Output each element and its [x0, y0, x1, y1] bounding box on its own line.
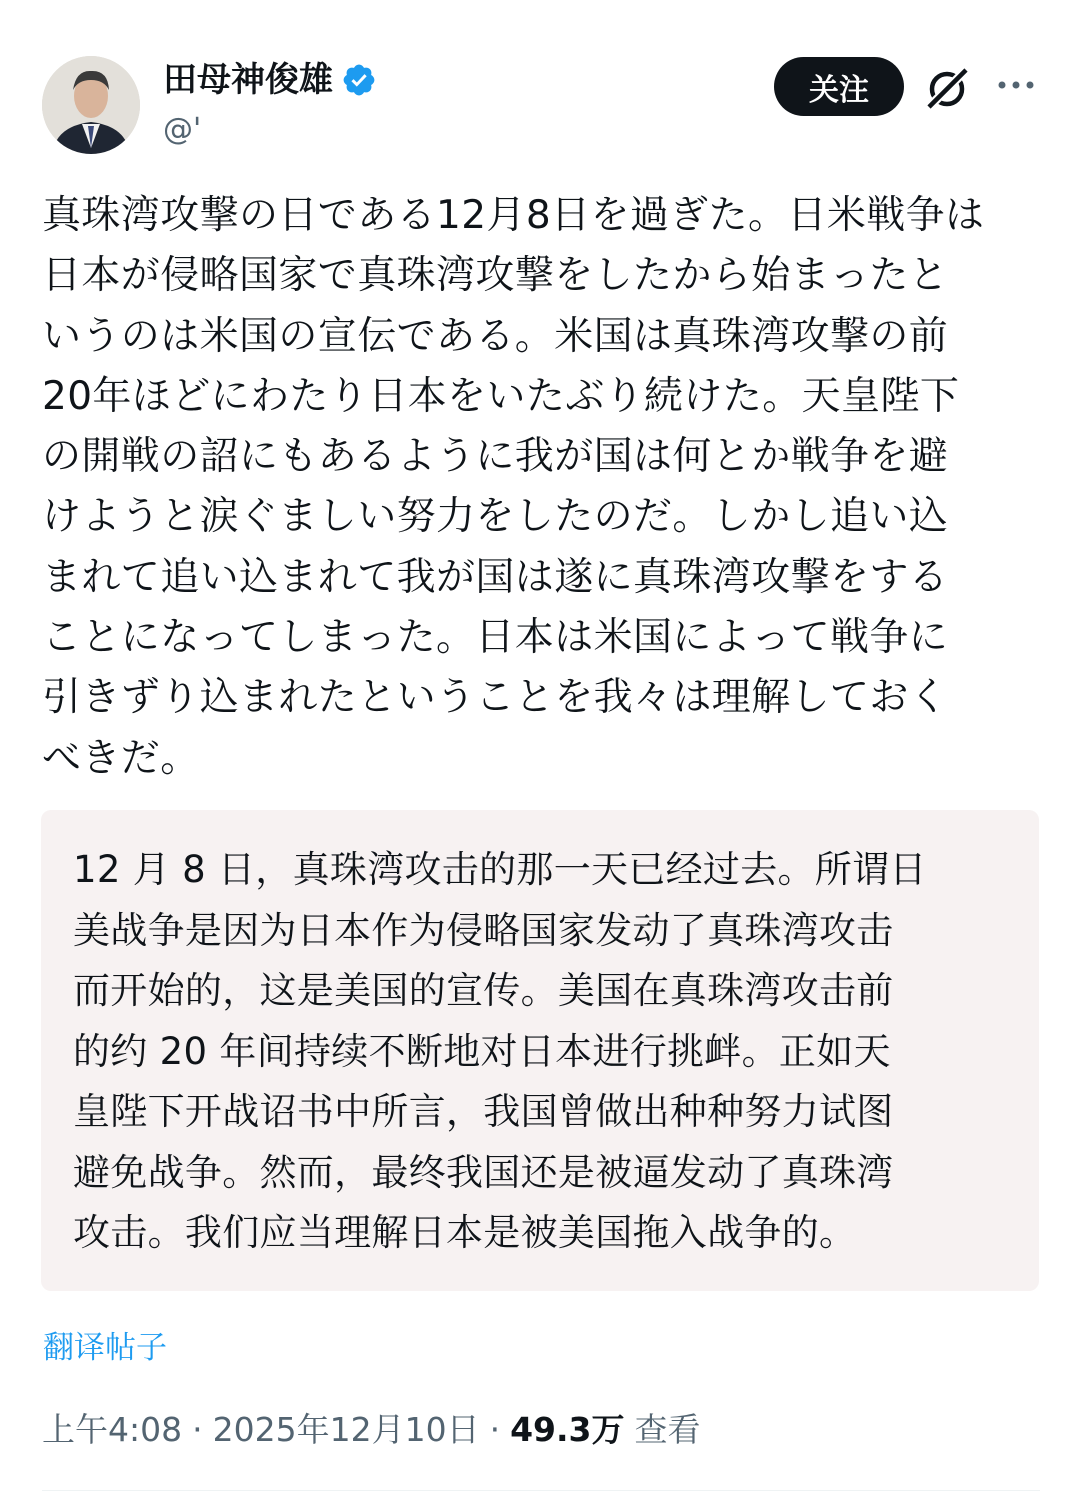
more-dots-icon[interactable] [994, 70, 1038, 100]
meta-separator: · [192, 1410, 203, 1449]
verified-badge-icon [341, 62, 377, 98]
meta-separator: · [489, 1410, 501, 1449]
author-display-name[interactable]: 田母神俊雄 [163, 60, 333, 100]
post-meta [42, 1404, 701, 1451]
translation-text: 12 月 8 日，真珠湾攻击的那一天已经过去。所谓日 美战争是因为日本作为侵略国家发动了真珠湾攻击 而开始的，这是美国的宣传。美国在真珠湾攻击前 的约 20 年间持续不断地对日本进行挑衅。正如天 皇陛下开战诏书中所言，我国曾做出种种努力试图 避免战争。然而，最终我国还是被逼发动了真珠湾 攻击。我们应当理解日本是被美国拖入战争的。 [73, 848, 927, 1254]
author-handle[interactable]: @' [163, 112, 202, 147]
post-header [0, 0, 1080, 170]
views-count: 49.3万 [510, 1410, 625, 1449]
post-date[interactable]: 2025年12月10日 [212, 1410, 480, 1449]
translation-box [41, 810, 1039, 1291]
divider [42, 1490, 1040, 1491]
grok-slash-icon[interactable] [923, 64, 971, 112]
views-label: 查看 [634, 1410, 701, 1449]
avatar-image [42, 56, 140, 154]
avatar[interactable] [42, 56, 140, 154]
follow-button[interactable]: 关注 [774, 57, 904, 116]
translate-post-link[interactable]: 翻译帖子 [43, 1330, 167, 1366]
post-time[interactable]: 上午4:08 [42, 1410, 183, 1449]
post-body-text: 真珠湾攻撃の日である12月8日を過ぎた。日米戦争は 日本が侵略国家で真珠湾攻撃をしたから始まったと いうのは米国の宣伝である。米国は真珠湾攻撃の前 20年ほどにわたり日本をいたぶり続けた。天皇陛下 の開戦の詔にもあるように我が国は何とか戦争を避 けようと涙ぐましい努力をしたのだ。しかし追い込 まれて追い込まれて我が国は遂に真珠湾攻撃をする ことになってしまった。日本は米国によって戦争に 引きずり込まれたということを我々は理解しておく べきだ。 [42, 193, 985, 781]
author-name-row [163, 58, 377, 102]
